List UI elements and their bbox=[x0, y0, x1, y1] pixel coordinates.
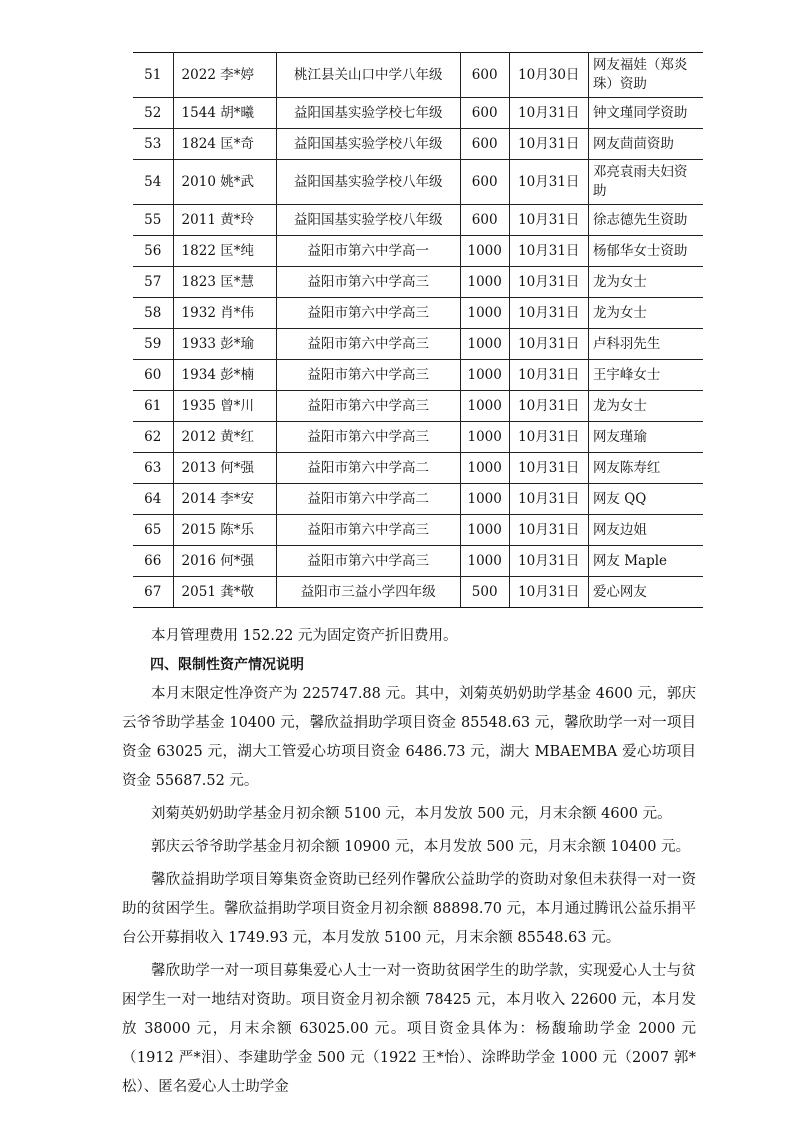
student-name-cell: 2051 龚*敬 bbox=[173, 577, 276, 608]
amount-cell: 600 bbox=[460, 205, 509, 236]
date-cell: 10月31日 bbox=[509, 298, 588, 329]
donation-table bbox=[133, 52, 703, 608]
donor-cell: 网友茴茴资助 bbox=[588, 129, 703, 160]
student-name-cell: 2022 李*婷 bbox=[173, 53, 276, 98]
amount-cell: 1000 bbox=[460, 236, 509, 267]
table-row bbox=[133, 129, 703, 160]
school-grade-cell: 益阳市第六中学高三 bbox=[276, 298, 460, 329]
donor-cell: 网友瑾瑜 bbox=[588, 422, 703, 453]
school-grade-cell: 益阳国基实验学校八年级 bbox=[276, 160, 460, 205]
date-cell: 10月31日 bbox=[509, 391, 588, 422]
donor-cell: 网友边姐 bbox=[588, 515, 703, 546]
table-row bbox=[133, 391, 703, 422]
school-grade-cell: 益阳市第六中学高三 bbox=[276, 391, 460, 422]
amount-cell: 1000 bbox=[460, 453, 509, 484]
date-cell: 10月31日 bbox=[509, 360, 588, 391]
table-row bbox=[133, 205, 703, 236]
amount-cell: 500 bbox=[460, 577, 509, 608]
row-number-cell: 56 bbox=[133, 236, 173, 267]
donation-table-body bbox=[133, 53, 703, 608]
amount-cell: 1000 bbox=[460, 515, 509, 546]
date-cell: 10月31日 bbox=[509, 484, 588, 515]
donor-cell: 网友福娃（郑炎珠）资助 bbox=[588, 53, 703, 98]
school-grade-cell: 益阳市第六中学高三 bbox=[276, 422, 460, 453]
date-cell: 10月31日 bbox=[509, 98, 588, 129]
student-name-cell: 1822 匡*纯 bbox=[173, 236, 276, 267]
school-grade-cell: 益阳国基实验学校八年级 bbox=[276, 129, 460, 160]
table-row bbox=[133, 329, 703, 360]
student-name-cell: 2011 黄*玲 bbox=[173, 205, 276, 236]
amount-cell: 1000 bbox=[460, 546, 509, 577]
donor-cell: 龙为女士 bbox=[588, 391, 703, 422]
student-name-cell: 1935 曾*川 bbox=[173, 391, 276, 422]
paragraph-xinxin-one-to-one: 馨欣助学一对一项目募集爱心人士一对一资助贫困学生的助学款，实现爱心人士与贫困学生一对一地结对资助。项目资金月初余额 78425 元，本月收入 22600 元，本月发放 38000 元，月末余额 63025.00 元。项目资金具体为：杨馥瑜助学金 2000 元（1912 严*泪）、李建助学金 500 元（1922 王*怡）、涂晔助学金 1000 元（2007 郭*松）、匿名爱心人士助学金 bbox=[122, 963, 696, 1095]
amount-cell: 600 bbox=[460, 160, 509, 205]
table-row bbox=[133, 546, 703, 577]
student-name-cell: 2016 何*强 bbox=[173, 546, 276, 577]
table-row bbox=[133, 298, 703, 329]
row-number-cell: 60 bbox=[133, 360, 173, 391]
table-row bbox=[133, 515, 703, 546]
row-number-cell: 58 bbox=[133, 298, 173, 329]
table-row bbox=[133, 453, 703, 484]
donor-cell: 网友 QQ bbox=[588, 484, 703, 515]
date-cell: 10月31日 bbox=[509, 267, 588, 298]
student-name-cell: 1934 彭*楠 bbox=[173, 360, 276, 391]
table-row bbox=[133, 577, 703, 608]
school-grade-cell: 益阳国基实验学校八年级 bbox=[276, 205, 460, 236]
date-cell: 10月31日 bbox=[509, 329, 588, 360]
table-row bbox=[133, 53, 703, 98]
date-cell: 10月31日 bbox=[509, 205, 588, 236]
table-row bbox=[133, 236, 703, 267]
management-fee-note: 本月管理费用 152.22 元为固定资产折旧费用。 bbox=[151, 628, 458, 644]
row-number-cell: 57 bbox=[133, 267, 173, 298]
row-number-cell: 65 bbox=[133, 515, 173, 546]
amount-cell: 1000 bbox=[460, 298, 509, 329]
donor-cell: 网友陈寿红 bbox=[588, 453, 703, 484]
date-cell: 10月31日 bbox=[509, 129, 588, 160]
date-cell: 10月31日 bbox=[509, 453, 588, 484]
table-row bbox=[133, 267, 703, 298]
body-text bbox=[122, 622, 696, 1102]
date-cell: 10月31日 bbox=[509, 577, 588, 608]
date-cell: 10月31日 bbox=[509, 160, 588, 205]
donor-cell: 钟文瑾同学资助 bbox=[588, 98, 703, 129]
row-number-cell: 59 bbox=[133, 329, 173, 360]
school-grade-cell: 益阳市第六中学高二 bbox=[276, 484, 460, 515]
amount-cell: 1000 bbox=[460, 484, 509, 515]
table-row bbox=[133, 160, 703, 205]
student-name-cell: 1544 胡*曦 bbox=[173, 98, 276, 129]
school-grade-cell: 益阳市第六中学高三 bbox=[276, 546, 460, 577]
donor-cell: 龙为女士 bbox=[588, 298, 703, 329]
school-grade-cell: 益阳市第六中学高三 bbox=[276, 267, 460, 298]
donor-cell: 网友 Maple bbox=[588, 546, 703, 577]
table-row bbox=[133, 422, 703, 453]
row-number-cell: 54 bbox=[133, 160, 173, 205]
donor-cell: 王宇峰女士 bbox=[588, 360, 703, 391]
student-name-cell: 1933 彭*瑜 bbox=[173, 329, 276, 360]
table-row bbox=[133, 360, 703, 391]
row-number-cell: 67 bbox=[133, 577, 173, 608]
row-number-cell: 61 bbox=[133, 391, 173, 422]
row-number-cell: 52 bbox=[133, 98, 173, 129]
amount-cell: 1000 bbox=[460, 360, 509, 391]
date-cell: 10月30日 bbox=[509, 53, 588, 98]
row-number-cell: 63 bbox=[133, 453, 173, 484]
date-cell: 10月31日 bbox=[509, 422, 588, 453]
paragraph-restricted-assets: 本月末限定性净资产为 225747.88 元。其中，刘菊英奶奶助学基金 4600 元，郭庆云爷爷助学基金 10400 元，馨欣益捐助学项目资金 85548.63 元，馨欣助学一对一项目资金 63025 元，湖大工管爱心坊项目资金 6486.73 元，湖大 MBAEMBA 爱心坊项目资金 55687.52 元。 bbox=[122, 686, 696, 789]
amount-cell: 600 bbox=[460, 98, 509, 129]
date-cell: 10月31日 bbox=[509, 546, 588, 577]
school-grade-cell: 益阳市第六中学高三 bbox=[276, 360, 460, 391]
school-grade-cell: 益阳市第六中学高三 bbox=[276, 329, 460, 360]
amount-cell: 1000 bbox=[460, 422, 509, 453]
donor-cell: 卢科羽先生 bbox=[588, 329, 703, 360]
row-number-cell: 53 bbox=[133, 129, 173, 160]
school-grade-cell: 益阳市第六中学高二 bbox=[276, 453, 460, 484]
paragraph-xinxin-yijuan: 馨欣益捐助学项目筹集资金资助已经列作馨欣公益助学的资助对象但未获得一对一资助的贫困学生。馨欣益捐助学项目资金月初余额 88898.70 元，本月通过腾讯公益乐捐平台公开募捐收入 1749.93 元，本月发放 5100 元，月末余额 85548.63 元。 bbox=[122, 872, 696, 946]
date-cell: 10月31日 bbox=[509, 515, 588, 546]
student-name-cell: 2012 黄*红 bbox=[173, 422, 276, 453]
school-grade-cell: 益阳市三益小学四年级 bbox=[276, 577, 460, 608]
student-name-cell: 1823 匡*慧 bbox=[173, 267, 276, 298]
table-row bbox=[133, 98, 703, 129]
student-name-cell: 1932 肖*伟 bbox=[173, 298, 276, 329]
row-number-cell: 55 bbox=[133, 205, 173, 236]
donor-cell: 杨郁华女士资助 bbox=[588, 236, 703, 267]
student-name-cell: 2013 何*强 bbox=[173, 453, 276, 484]
student-name-cell: 2014 李*安 bbox=[173, 484, 276, 515]
student-name-cell: 2010 姚*武 bbox=[173, 160, 276, 205]
donor-cell: 邓亮袁雨夫妇资助 bbox=[588, 160, 703, 205]
student-name-cell: 1824 匡*奇 bbox=[173, 129, 276, 160]
amount-cell: 1000 bbox=[460, 391, 509, 422]
school-grade-cell: 益阳市第六中学高三 bbox=[276, 515, 460, 546]
school-grade-cell: 益阳国基实验学校七年级 bbox=[276, 98, 460, 129]
paragraph-guo-fund: 郭庆云爷爷助学基金月初余额 10900 元，本月发放 500 元，月末余额 10400 元。 bbox=[151, 839, 691, 855]
amount-cell: 600 bbox=[460, 129, 509, 160]
row-number-cell: 51 bbox=[133, 53, 173, 98]
row-number-cell: 64 bbox=[133, 484, 173, 515]
amount-cell: 1000 bbox=[460, 267, 509, 298]
student-name-cell: 2015 陈*乐 bbox=[173, 515, 276, 546]
section-heading: 四、限制性资产情况说明 bbox=[150, 657, 304, 673]
row-number-cell: 62 bbox=[133, 422, 173, 453]
donor-cell: 龙为女士 bbox=[588, 267, 703, 298]
school-grade-cell: 桃江县关山口中学八年级 bbox=[276, 53, 460, 98]
paragraph-liu-fund: 刘菊英奶奶助学基金月初余额 5100 元，本月发放 500 元，月末余额 4600 元。 bbox=[151, 806, 672, 822]
school-grade-cell: 益阳市第六中学高一 bbox=[276, 236, 460, 267]
donor-cell: 爱心网友 bbox=[588, 577, 703, 608]
amount-cell: 1000 bbox=[460, 329, 509, 360]
table-row bbox=[133, 484, 703, 515]
date-cell: 10月31日 bbox=[509, 236, 588, 267]
row-number-cell: 66 bbox=[133, 546, 173, 577]
donor-cell: 徐志德先生资助 bbox=[588, 205, 703, 236]
amount-cell: 600 bbox=[460, 53, 509, 98]
